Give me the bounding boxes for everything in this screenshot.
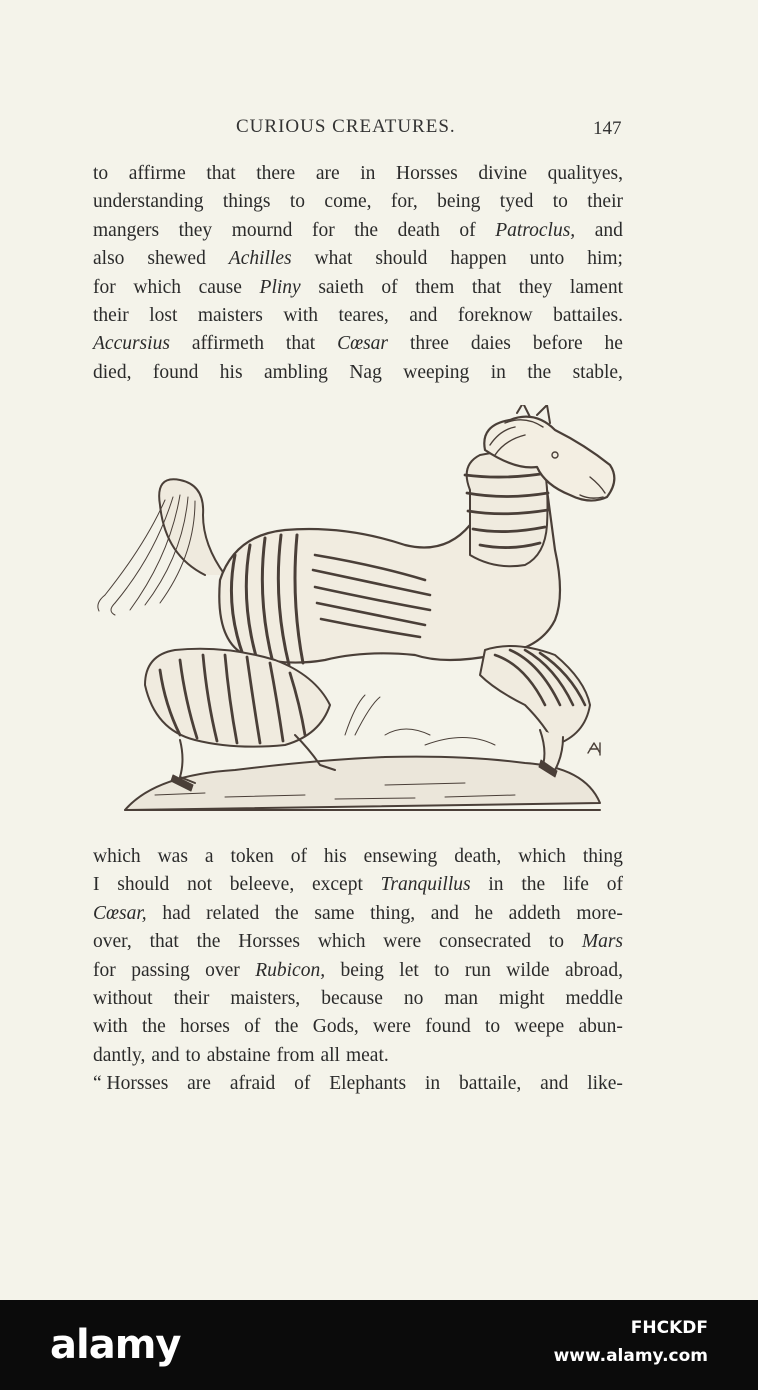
word: Cœsar [337,333,389,355]
text-line [93,957,623,985]
word: their [587,191,623,213]
word: afraid [229,1073,276,1095]
word: of [290,846,307,867]
paragraph-after-illustration [93,843,623,1099]
word: dantly, [93,1044,146,1066]
word: before [532,333,583,355]
word: tyed [499,191,534,213]
word: of [244,1016,261,1038]
word: to [484,1016,501,1038]
word: cause [198,276,242,298]
word: understanding [93,191,204,213]
word: he [474,902,493,924]
word: and [151,1044,180,1066]
word: in [488,874,504,896]
running-head: CURIOUS CREATURES. [236,116,456,137]
word: foreknow [457,304,533,326]
word: horses [180,1016,230,1038]
word: the [354,219,379,241]
word: are [187,1073,211,1095]
word: which [93,846,141,867]
word: which [518,846,566,867]
word: Gods, [312,1016,359,1038]
text-line [93,359,623,387]
horse-woodcut-illustration [85,405,630,825]
word: consecrated [439,931,532,953]
text-line [93,900,623,928]
word: Nag [349,361,382,383]
word: let [399,959,419,981]
word: things [222,191,271,213]
word: might [498,987,545,1009]
word: of [459,219,476,241]
word: for [311,219,335,241]
word: not [187,874,212,896]
word: Tranquillus [380,874,471,896]
word: more- [576,902,623,924]
word: his [219,361,243,383]
word: Rubicon, [255,959,326,981]
text-line [93,160,623,188]
word: that [471,276,502,298]
word: found [425,1016,471,1038]
image-id: FHCKDF [630,1318,708,1338]
word: what [314,248,353,270]
word: abun- [578,1016,623,1038]
word: all [320,1044,340,1066]
word: his [323,846,347,867]
site-url: www.alamy.com [553,1346,708,1366]
text-line [93,985,623,1013]
word: are [315,163,340,184]
word: teares, [338,304,389,326]
word: them [415,276,455,298]
word: to [93,163,109,184]
text-line [93,1070,623,1098]
word: over [205,959,240,981]
word: with [283,304,318,326]
word: of [381,276,398,298]
word: no [403,987,424,1009]
word: shewed [147,248,206,270]
word: without [93,987,153,1009]
word: thing [582,846,623,867]
word: stable, [572,361,623,383]
word: battaile, [459,1073,522,1095]
word: that [149,931,179,953]
word: being [340,959,384,981]
word: being [437,191,481,213]
word: had [162,902,191,924]
word: mangers [93,219,160,241]
word: battailes. [553,304,623,326]
word: the [141,1016,166,1038]
word: saieth [318,276,364,298]
word: Accursius [93,333,170,355]
word: of [606,874,623,896]
word: for [93,959,116,981]
word: from [276,1044,315,1066]
word: affirme [128,163,186,184]
word: Cœsar, [93,902,147,924]
word: in [360,163,376,184]
text-line [93,330,623,358]
word: the [521,874,546,896]
word: their [173,987,210,1009]
word: the [274,1016,299,1038]
word: related [206,902,260,924]
word: were [373,1016,411,1038]
word: the [196,931,221,953]
word: happen [450,248,507,270]
word: he [604,333,623,355]
word: with [93,1016,128,1038]
word: in [490,361,506,383]
word: “ Horsses [93,1073,169,1095]
word: for, [390,191,418,213]
word: same [314,902,355,924]
word: except [311,874,363,896]
word: and [430,902,459,924]
paragraph-before-illustration [93,160,623,387]
text-line [93,274,623,302]
word: token [230,846,274,867]
text-line [93,1013,623,1041]
word: to [185,1044,201,1066]
word: lost [149,304,178,326]
word: was [157,846,188,867]
word: mournd [231,219,293,241]
word: daies [470,333,511,355]
text-line [93,188,623,216]
word: qualityes, [547,163,623,184]
word: I [93,874,100,896]
text-line [93,871,623,899]
word: should [375,248,428,270]
word: should [117,874,170,896]
word: to [434,959,450,981]
word: weepe [514,1016,565,1038]
word: divine [478,163,528,184]
word: abstaine [206,1044,271,1066]
word: to [289,191,306,213]
word: a [204,846,214,867]
word: there [256,163,296,184]
word: the [527,361,552,383]
word: Pliny [259,276,301,298]
page-number: 147 [593,118,622,139]
word: death, [454,846,502,867]
word: the [274,902,299,924]
word: maisters [197,304,263,326]
word: ambling [263,361,328,383]
word: also [93,248,125,270]
word: died, [93,361,132,383]
text-line [93,245,623,273]
word: man [444,987,478,1009]
word: of [294,1073,311,1095]
word: abroad, [565,959,623,981]
watermark-bar [0,1300,758,1390]
word: Elephants [329,1073,407,1095]
word: come, [324,191,372,213]
word: him; [587,248,623,270]
word: beleeve, [229,874,295,896]
word: Horsses [238,931,301,953]
word: maisters, [230,987,301,1009]
word: they [178,219,213,241]
word: life [562,874,589,896]
word: Patroclus, [495,219,576,241]
word: which [317,931,366,953]
word: to [548,931,565,953]
word: and [594,219,623,241]
word: and [540,1073,569,1095]
word: for [93,276,116,298]
word: that [285,333,316,355]
text-line [93,843,623,871]
word: in [425,1073,441,1095]
word: they [518,276,553,298]
word: lament [569,276,623,298]
word: because [321,987,383,1009]
word: affirmeth [191,333,265,355]
word: Mars [581,931,623,953]
text-line [93,928,623,956]
word: to [552,191,568,213]
word: weeping [403,361,470,383]
word: and [409,304,438,326]
word: that [206,163,236,184]
word: passing [131,959,190,981]
alamy-logo: alamy [50,1322,181,1368]
word: over, [93,931,132,953]
word: Horsses [395,163,458,184]
word: death [397,219,440,241]
word: meddle [565,987,623,1009]
word: like- [587,1073,623,1095]
word: found [152,361,199,383]
word: meat. [345,1044,389,1066]
word: addeth [508,902,561,924]
word: wilde [506,959,550,981]
word: were [383,931,422,953]
word: three [409,333,449,355]
word: ensewing [363,846,438,867]
text-line [93,217,623,245]
word: their [93,304,129,326]
word: thing, [370,902,416,924]
text-line [93,302,623,330]
word: run [464,959,491,981]
word: unto [529,248,565,270]
word: which [133,276,182,298]
text-line [93,1042,623,1070]
word: Achilles [228,248,292,270]
